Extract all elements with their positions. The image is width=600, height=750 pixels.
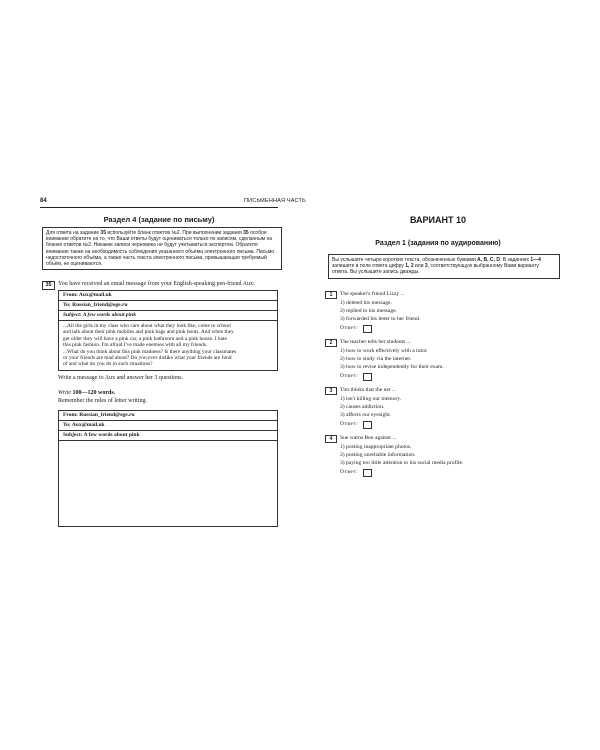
word-count-prefix: Write xyxy=(58,390,73,396)
question-number: 1 xyxy=(325,291,337,299)
option: 1) isn't killing our memory. xyxy=(340,396,402,402)
option: 3) affects our eyesight. xyxy=(340,412,392,418)
page-number: 84 xyxy=(40,198,47,204)
answer-label: Ответ: xyxy=(340,421,359,427)
question-stem: The speaker's friend Lizzy ... xyxy=(340,291,405,297)
instruction-text: Вы услышите четыре коротких текста, обозначенных буквами xyxy=(332,257,478,263)
option: 1) how to work effectively with a tutor. xyxy=(340,348,428,354)
option: 2) replied to his message. xyxy=(340,308,398,314)
email-subject: Subject: A few words about pink xyxy=(59,311,277,321)
section-title: Раздел 1 (задания по аудированию) xyxy=(375,240,501,247)
option: 3) how to revise independently for their exam. xyxy=(340,364,444,370)
option: 3) paying too little attention to his social media profile. xyxy=(340,460,464,466)
email-line: this pink fashion. I'm afraid I've made enemies with all my friends. xyxy=(63,342,208,349)
word-count-instruction xyxy=(58,390,115,396)
answer-box[interactable] xyxy=(363,421,372,429)
task-ref: 35 xyxy=(100,230,106,236)
reply-email-form xyxy=(58,410,278,527)
digits: 1, 2 xyxy=(405,263,414,270)
task-ref: 35 xyxy=(243,230,249,236)
question-stem: Tim thinks that the net ... xyxy=(340,387,397,393)
option: 1) posting inappropriate photos. xyxy=(340,444,412,450)
email-line: and talk about their pink mobiles and pink bags and pink boots. And when they xyxy=(63,329,234,336)
reply-from: From: Russian_friend@ege.ru xyxy=(59,411,277,421)
option: 2) how to study via the internet. xyxy=(340,356,412,362)
letters: A, B, C, D xyxy=(477,257,500,263)
task-number: 35 xyxy=(42,281,55,290)
email-line: ...What do you think about this pink madness? Is there anything your classmates xyxy=(63,348,237,355)
instruction-text: или xyxy=(413,263,425,270)
email-line: of and what do you do in such situations? xyxy=(63,361,153,368)
instruction-text: особое внимание обратите на то, что Ваши ответы будут оцениваться только по записям, сделанным на бланке ответов №2. Никакие записи черновика не будут учитываться экспертом. Обратите внимание также на необходимость соблюдения указанного объёма электронного письма. Письмо недостаточного объёма, а также часть текста электронного письма, превышающая требуемый объём, не оцениваются. xyxy=(46,230,275,268)
rules-instruction: Remember the rules of letter writing. xyxy=(58,398,147,404)
answer-box[interactable] xyxy=(363,325,372,333)
writing-instructions-box xyxy=(42,227,282,270)
email-from: From: Aux@mail.uk xyxy=(59,291,277,301)
option: 3) forwarded his letter to her friend. xyxy=(340,316,421,322)
instruction-text: , соответствующую выбранному Вами варианту ответа. Вы услышите запись дважды. xyxy=(332,263,540,276)
answer-box[interactable] xyxy=(363,469,372,477)
question-number: 3 xyxy=(325,387,337,395)
digit: 3 xyxy=(424,263,428,270)
task-text: You have received an email message from your English-speaking pen-friend Aux: xyxy=(58,281,255,287)
task-range: 1—4 xyxy=(530,257,541,263)
question-number: 2 xyxy=(325,339,337,347)
email-body xyxy=(59,321,277,370)
email-to: To: Russian_friend@ege.ru xyxy=(59,301,277,311)
section-title: Раздел 4 (задание по письму) xyxy=(103,215,215,224)
received-email xyxy=(58,290,278,371)
header-divider xyxy=(40,207,278,208)
email-line: or your friends are mad about? Do you ever dislike what your friends are fond xyxy=(63,355,232,362)
answer-label: Ответ: xyxy=(340,325,359,331)
email-line: get older they will have a pink car, a pink bathroom and a pink house. I hate xyxy=(63,335,227,342)
word-count: 100—120 words. xyxy=(72,390,116,396)
option: 2) causes addiction. xyxy=(340,404,385,410)
reply-subject: Subject: A few words about pink xyxy=(59,431,277,441)
question-stem: Sue warns Ben against ... xyxy=(340,435,397,441)
reply-writing-area[interactable] xyxy=(59,441,277,526)
answer-box[interactable] xyxy=(363,373,372,381)
instruction-text: Для ответа на задание xyxy=(46,230,101,236)
option: 1) deleted his message. xyxy=(340,300,392,306)
question-number: 4 xyxy=(325,435,337,443)
instruction-text: используйте бланк ответов №2. При выполнении задания xyxy=(105,230,244,236)
running-header: ПИСЬМЕННАЯ ЧАСТЬ xyxy=(244,198,306,204)
question-stem: The teacher tells her students ... xyxy=(340,339,411,345)
write-instruction: Write a message to Aux and answer her 3 questions. xyxy=(58,375,184,381)
email-line: ...All the girls in my class who care about what they look like, come to school xyxy=(63,323,231,329)
instruction-text: запишите в поле ответа цифру xyxy=(332,263,406,270)
reply-to: To: Aux@mail.uk xyxy=(59,421,277,431)
variant-title: ВАРИАНТ 10 xyxy=(409,215,467,225)
answer-label: Ответ: xyxy=(340,469,359,475)
answer-label: Ответ: xyxy=(340,373,359,379)
instruction-text: . В заданиях xyxy=(499,257,531,263)
option: 2) posting unreliable information. xyxy=(340,452,416,458)
listening-instructions-box xyxy=(328,254,560,279)
